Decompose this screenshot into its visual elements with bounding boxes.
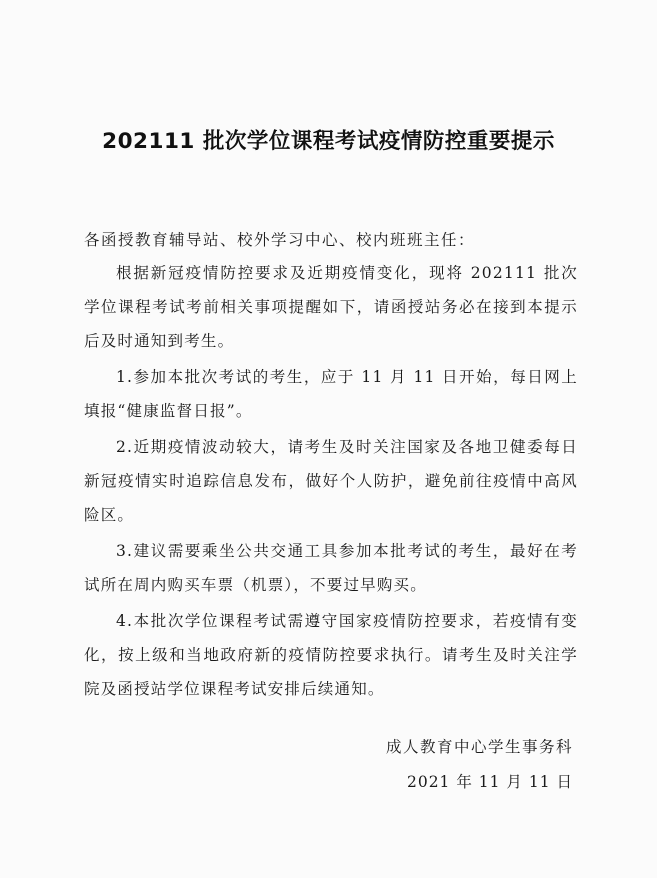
salutation: 各函授教育辅导站、校外学习中心、校内班班主任： <box>84 231 476 249</box>
signature-date: 2021 年 11 月 11 日 <box>406 773 573 791</box>
paragraph-item-4: 4.本批次学位课程考试需遵守国家疫情防控要求，若疫情有变化，按上级和当地政府新的疫情防控要求执行。请考生及时关注学院及函授站学位课程考试安排后续通知。 <box>84 612 578 698</box>
paragraph-item-3: 3.建议需要乘坐公共交通工具参加本批考试的考生，最好在考试所在周内购买车票（机票），不要过早购买。 <box>84 542 578 594</box>
paragraph-intro: 根据新冠疫情防控要求及近期疫情变化，现将 202111 批次学位课程考试考前相关事项提醒如下，请函授站务必在接到本提示后及时通知到考生。 <box>84 264 578 350</box>
signature-organization: 成人教育中心学生事务科 <box>385 738 573 756</box>
paragraph-item-2: 2.近期疫情波动较大，请考生及时关注国家及各地卫健委每日新冠疫情实时追踪信息发布，做好个人防护，避免前往疫情中高风险区。 <box>84 438 578 524</box>
document-title: 202111 批次学位课程考试疫情防控重要提示 <box>102 129 555 154</box>
paragraph-item-1: 1.参加本批次考试的考生，应于 11 月 11 日开始，每日网上填报“健康监督日报”。 <box>84 368 578 420</box>
